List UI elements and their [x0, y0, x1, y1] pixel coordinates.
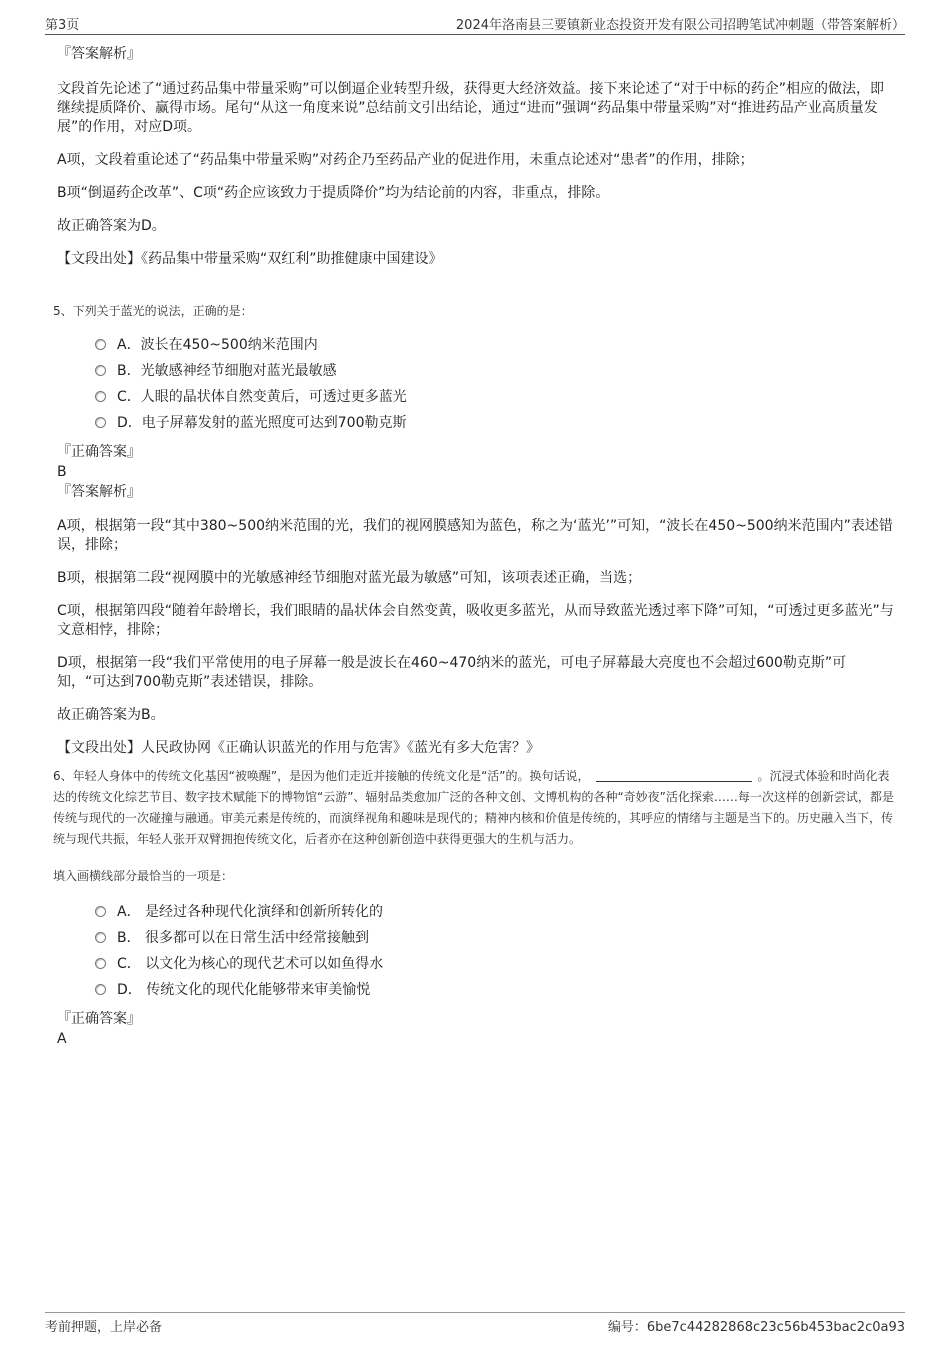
q4-analysis-p4: 故正确答案为D。 [57, 218, 166, 234]
option-label: C．人眼的晶状体自然变黄后，可透过更多蓝光 [117, 389, 407, 405]
q5-analysis-c: C项，根据第四段“随着年龄增长，我们眼睛的晶状体会自然变黄，吸收更多蓝光，从而导致蓝光透过率下降”可知，“可透过更多蓝光”与文意相悖，排除； [57, 603, 894, 638]
radio-icon[interactable] [95, 906, 106, 917]
q5-analysis-conclusion: 故正确答案为B。 [57, 707, 165, 723]
q5-answer-label: 『正确答案』 [57, 444, 141, 460]
q4-analysis-p3: B项“倒逼药企改革”、C项“药企应该致力于提质降价”均为结论前的内容，非重点，排除。 [57, 185, 610, 201]
radio-icon[interactable] [95, 932, 106, 943]
radio-icon[interactable] [95, 391, 106, 402]
q5-analysis-a: A项，根据第一段“其中380~500纳米范围的光，我们的视网膜感知为蓝色，称之为‘蓝光’”可知，“波长在450~500纳米范围内”表述错误，排除； [57, 518, 893, 553]
q6-option-c[interactable] [95, 951, 895, 977]
document-body [53, 44, 895, 1049]
q4-source: 【文段出处】《药品集中带量采购“双红利”助推健康中国建设》 [57, 251, 443, 267]
q6-option-d[interactable] [95, 977, 895, 1003]
q6-option-a[interactable] [95, 899, 895, 925]
q5-analysis-d: D项，根据第一段“我们平常使用的电子屏幕一般是波长在460~470纳米的蓝光，可电子屏幕最大亮度也不会超过600勒克斯”可知，“可达到700勒克斯”表述错误，排除。 [57, 655, 847, 690]
q5-option-d[interactable] [95, 410, 895, 436]
q5-options [95, 332, 895, 436]
footer-slogan: 考前押题，上岸必备 [45, 1320, 163, 1335]
q5-option-a[interactable] [95, 332, 895, 358]
q4-analysis-p1: 文段首先论述了“通过药品集中带量采购”可以倒逼企业转型升级，获得更大经济效益。接下来论述了“对于中标的药企”相应的做法，即继续提质降价、赢得市场。尾句“从这一角度来说”总结前文引出结论，通过“进而”强调“药品集中带量采购”对“推进药品产业高质量发展”的作用，对应D项。 [57, 81, 885, 135]
radio-icon[interactable] [95, 984, 106, 995]
page-number: 第3页 [45, 18, 80, 33]
q6-answer-label: 『正确答案』 [57, 1011, 141, 1027]
q4-analysis-p2: A项，文段着重论述了“药品集中带量采购”对药企乃至药品产业的促进作用，未重点论述对“患者”的作用，排除； [57, 152, 754, 168]
q5-analysis-label: 『答案解析』 [57, 484, 141, 500]
q6-options [95, 899, 895, 1003]
option-label: A． 是经过各种现代化演绎和创新所转化的 [117, 904, 384, 920]
fill-blank [596, 768, 752, 782]
q6-option-b[interactable] [95, 925, 895, 951]
radio-icon[interactable] [95, 339, 106, 350]
option-label: D．电子屏幕发射的蓝光照度可达到700勒克斯 [117, 415, 407, 431]
q4-analysis-label: 『答案解析』 [57, 46, 141, 62]
option-label: B． 很多都可以在日常生活中经常接触到 [117, 930, 370, 946]
q5-option-c[interactable] [95, 384, 895, 410]
q5-source: 【文段出处】人民政协网《正确认识蓝光的作用与危害》《蓝光有多大危害？》 [57, 740, 540, 756]
q5-answer: B [57, 464, 67, 480]
option-label: A．波长在450~500纳米范围内 [117, 337, 318, 353]
document-title: 2024年洛南县三要镇新业态投资开发有限公司招聘笔试冲刺题（带答案解析） [455, 18, 905, 33]
page-header [45, 12, 905, 35]
q6-stem-after: 。沉浸式体验和时尚化表达的传统文化综艺节目、数字技术赋能下的博物馆“云游”、辐射品类愈加广泛的各种文创、文博机构的各种“奇妙夜”活化探索……每一次这样的创新尝试，都是传统与现代的一次碰撞与融通。审美元素是传统的，而演绎视角和趣味是现代的；精神内核和价值是传统的，其呼应的情绪与主题是当下的。历史融入当下，传统与现代共振，年轻人张开双臂拥抱传统文化，后者亦在这种创新创造中获得更强大的生机与活力。 [53, 769, 894, 846]
q5-question: 5、下列关于蓝光的说法，正确的是： [53, 304, 253, 318]
radio-icon[interactable] [95, 365, 106, 376]
radio-icon[interactable] [95, 417, 106, 428]
q5-analysis-b: B项，根据第二段“视网膜中的光敏感神经节细胞对蓝光最为敏感”可知，该项表述正确，当选； [57, 570, 642, 586]
q6-prompt: 填入画横线部分最恰当的一项是： [53, 869, 234, 883]
q5-option-b[interactable] [95, 358, 895, 384]
option-label: C． 以文化为核心的现代艺术可以如鱼得水 [117, 956, 384, 972]
option-label: B．光敏感神经节细胞对蓝光最敏感 [117, 363, 337, 379]
option-label: D． 传统文化的现代化能够带来审美愉悦 [117, 982, 371, 998]
document-code: 编号：6be7c44282868c23c56b453bac2c0a93 [607, 1320, 905, 1335]
q6-stem-before: 6、年轻人身体中的传统文化基因“被唤醒”，是因为他们走近并接触的传统文化是“活”的。换句话说， [53, 769, 590, 783]
page-footer [45, 1312, 905, 1337]
radio-icon[interactable] [95, 958, 106, 969]
q6-stem [53, 766, 895, 850]
q6-answer: A [57, 1031, 67, 1047]
